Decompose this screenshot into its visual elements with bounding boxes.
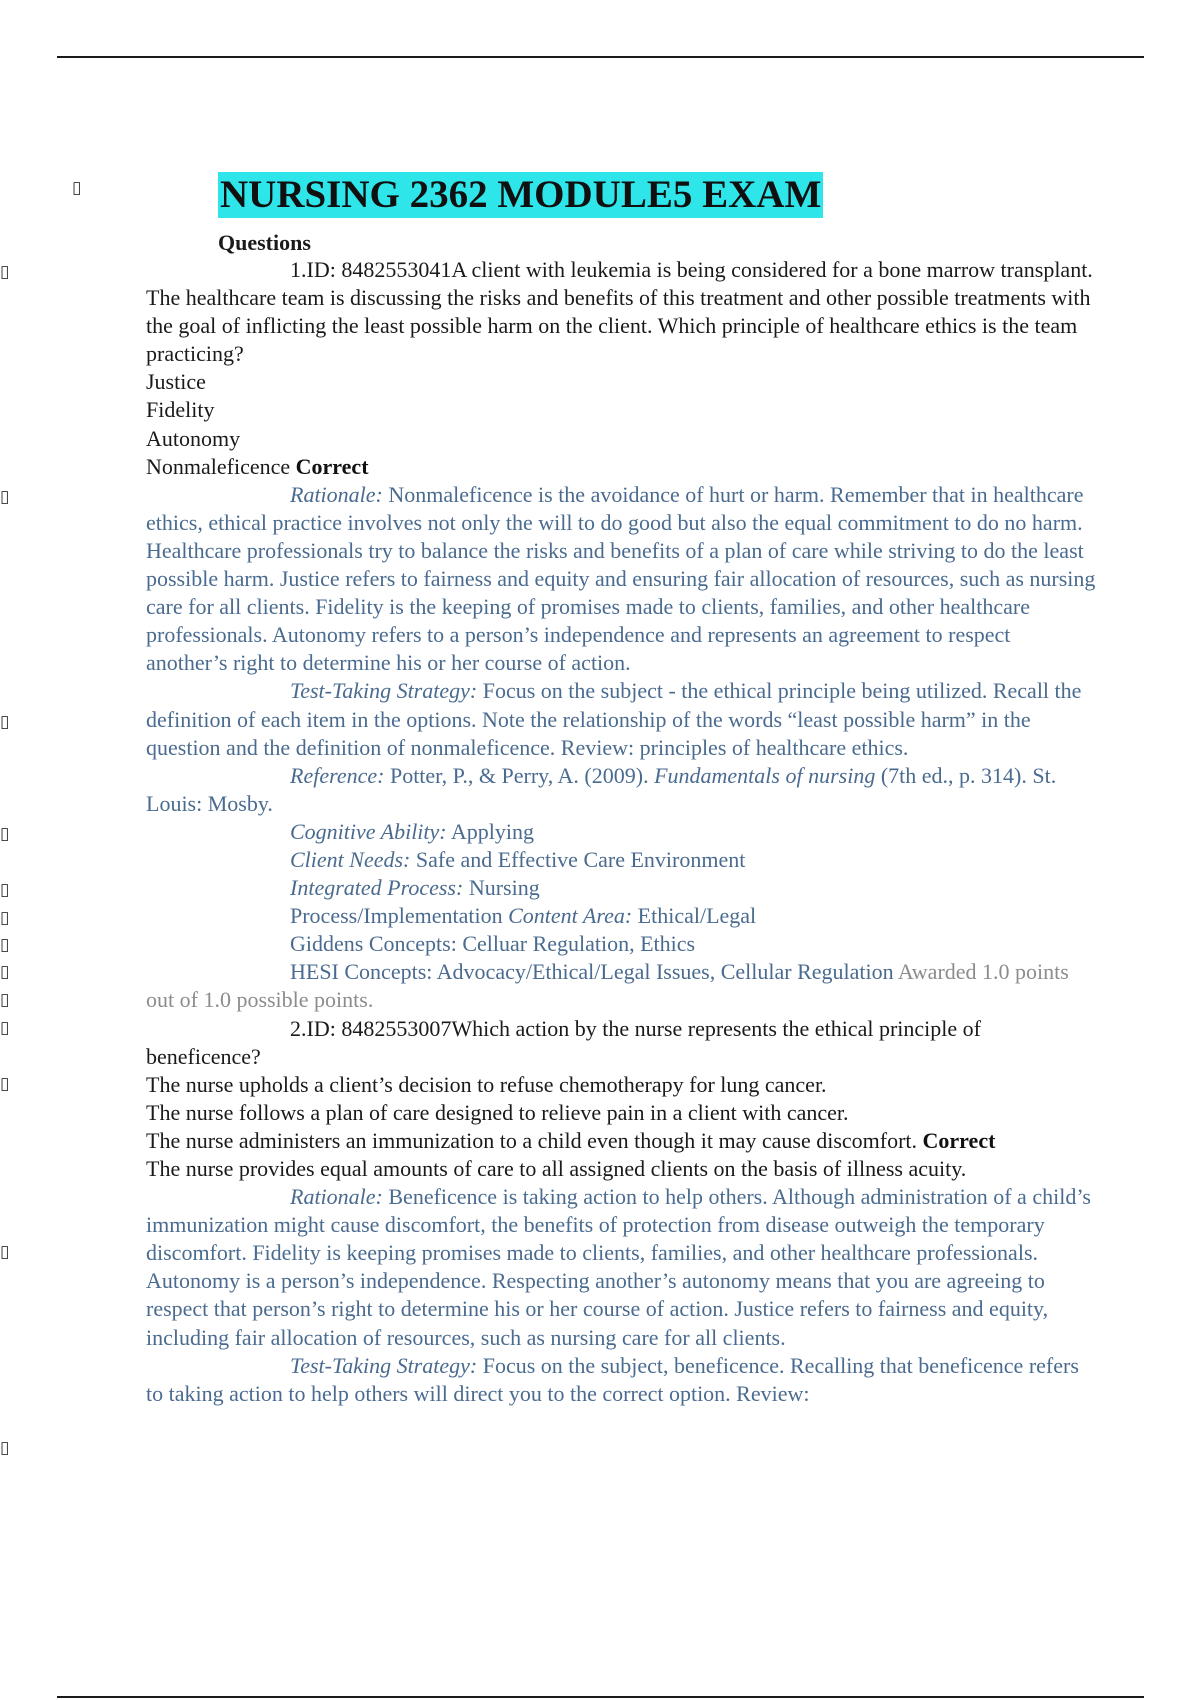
question-1-option-correct: Nonmaleficence Correct: [146, 453, 369, 479]
bullet-marker: ▯: [0, 935, 10, 955]
question-1-cognitive-ability: Cognitive Ability: Applying: [290, 818, 535, 844]
question-1-integrated-process: Integrated Process: Nursing: [290, 875, 540, 901]
question-1-strategy: Test-Taking Strategy: Focus on the subject - the ethical principle being utilized. Recall the definition of each item in the options. Note the relationship of the words “least possible harm” in the question and the definition of nonmaleficence. Review: principles of healthcare ethics.: [146, 678, 1082, 760]
question-1-option: Justice: [146, 369, 206, 395]
bullet-marker: ▯: [0, 712, 10, 732]
question-1-content-area: Process/Implementation Content Area: Ethical/Legal: [290, 903, 757, 929]
question-2-strategy: Test-Taking Strategy: Focus on the subject, beneficence. Recalling that beneficence refers to taking action to help others will direct you to the correct option. Review:: [146, 1352, 1079, 1406]
question-2-option-correct: The nurse administers an immunization to a child even though it may cause discomfort. Correct: [146, 1127, 996, 1153]
bullet-marker: ▯: [0, 1018, 10, 1038]
correct-label: Correct: [295, 453, 369, 479]
question-2-rationale: Rationale: Beneficence is taking action to help others. Although administration of a child’s immunization might cause discomfort, the benefits of protection from disease outweigh the temporary discomfort. Fidelity is keeping promises made to clients, families, and other healthcare professionals. Autonomy is a person’s independence. Respecting another’s autonomy means that you are agreeing to respect that person’s right to determine his or her course of action. Justice refers to fairness and equity, including fair allocation of resources, such as nursing care for all clients.: [146, 1184, 1091, 1350]
question-1-rationale: Rationale: Nonmaleficence is the avoidance of hurt or harm. Remember that in healthcare ethics, ethical practice involves not only the will to do good but also the equal commitment to do no harm. Healthcare professionals try to balance the risks and benefits of a plan of care while striving to do the least possible harm. Justice refers to fairness and equity and ensuring fair allocation of resources, such as nursing care for all clients. Fidelity is the keeping of promises made to clients, families, and other healthcare professionals. Autonomy refers to a person’s independence and represents an agreement to respect another’s right to determine his or her course of action.: [146, 481, 1096, 676]
bullet-marker: ▯: [72, 178, 82, 198]
question-1-reference: Reference: Potter, P., & Perry, A. (2009). Fundamentals of nursing (7th ed., p. 314). St. Louis: Mosby.: [146, 762, 1057, 816]
bullet-marker: ▯: [0, 487, 10, 507]
question-2-option: The nurse follows a plan of care designed to relieve pain in a client with cancer.: [146, 1099, 849, 1125]
question-2-option: The nurse upholds a client’s decision to refuse chemotherapy for lung cancer.: [146, 1071, 827, 1097]
bullet-marker: ▯: [0, 880, 10, 900]
bullet-marker: ▯: [0, 262, 10, 282]
question-2-option: The nurse provides equal amounts of care to all assigned clients on the basis of illness acuity.: [146, 1156, 967, 1181]
exam-body: [146, 256, 1096, 1408]
bullet-marker: ▯: [0, 1074, 10, 1094]
points-awarded: Awarded 1.0 points out of 1.0 possible points.: [146, 959, 1069, 1013]
bullet-marker: ▯: [0, 990, 10, 1010]
question-1-id: 1.ID: 8482553041: [290, 257, 452, 282]
question-1-option: Autonomy: [146, 425, 241, 451]
question-1-client-needs: Client Needs: Safe and Effective Care Environment: [290, 846, 746, 872]
question-2-id: 2.ID: 8482553007: [290, 1015, 452, 1041]
bullet-marker: ▯: [0, 1438, 10, 1458]
bullet-marker: ▯: [0, 1242, 10, 1262]
footer-rule: [57, 1696, 1144, 1698]
correct-label: Correct: [922, 1127, 996, 1153]
question-2-stem: 2.ID: 8482553007Which action by the nurse represents the ethical principle of beneficence?: [146, 1015, 981, 1069]
bullet-marker: ▯: [0, 908, 10, 928]
questions-heading: Questions: [218, 230, 311, 255]
question-1-hesi-concepts: HESI Concepts: Advocacy/Ethical/Legal Issues, Cellular Regulation Awarded 1.0 points out of 1.0 possible points.: [146, 959, 1069, 1013]
bullet-marker: ▯: [0, 824, 10, 844]
exam-title: NURSING 2362 MODULE5 EXAM: [220, 173, 822, 216]
bullet-marker: ▯: [0, 962, 10, 982]
header-rule: [57, 56, 1144, 58]
question-1-stem: 1.ID: 8482553041A client with leukemia is being considered for a bone marrow transplant. The healthcare team is discussing the risks and benefits of this treatment and other possible treatments with the goal of inflicting the least possible harm on the client. Which principle of healthcare ethics is the team practicing?: [146, 257, 1093, 367]
question-1-giddens-concepts: Giddens Concepts: Celluar Regulation, Ethics: [290, 931, 696, 957]
question-1-option: Fidelity: [146, 397, 215, 423]
